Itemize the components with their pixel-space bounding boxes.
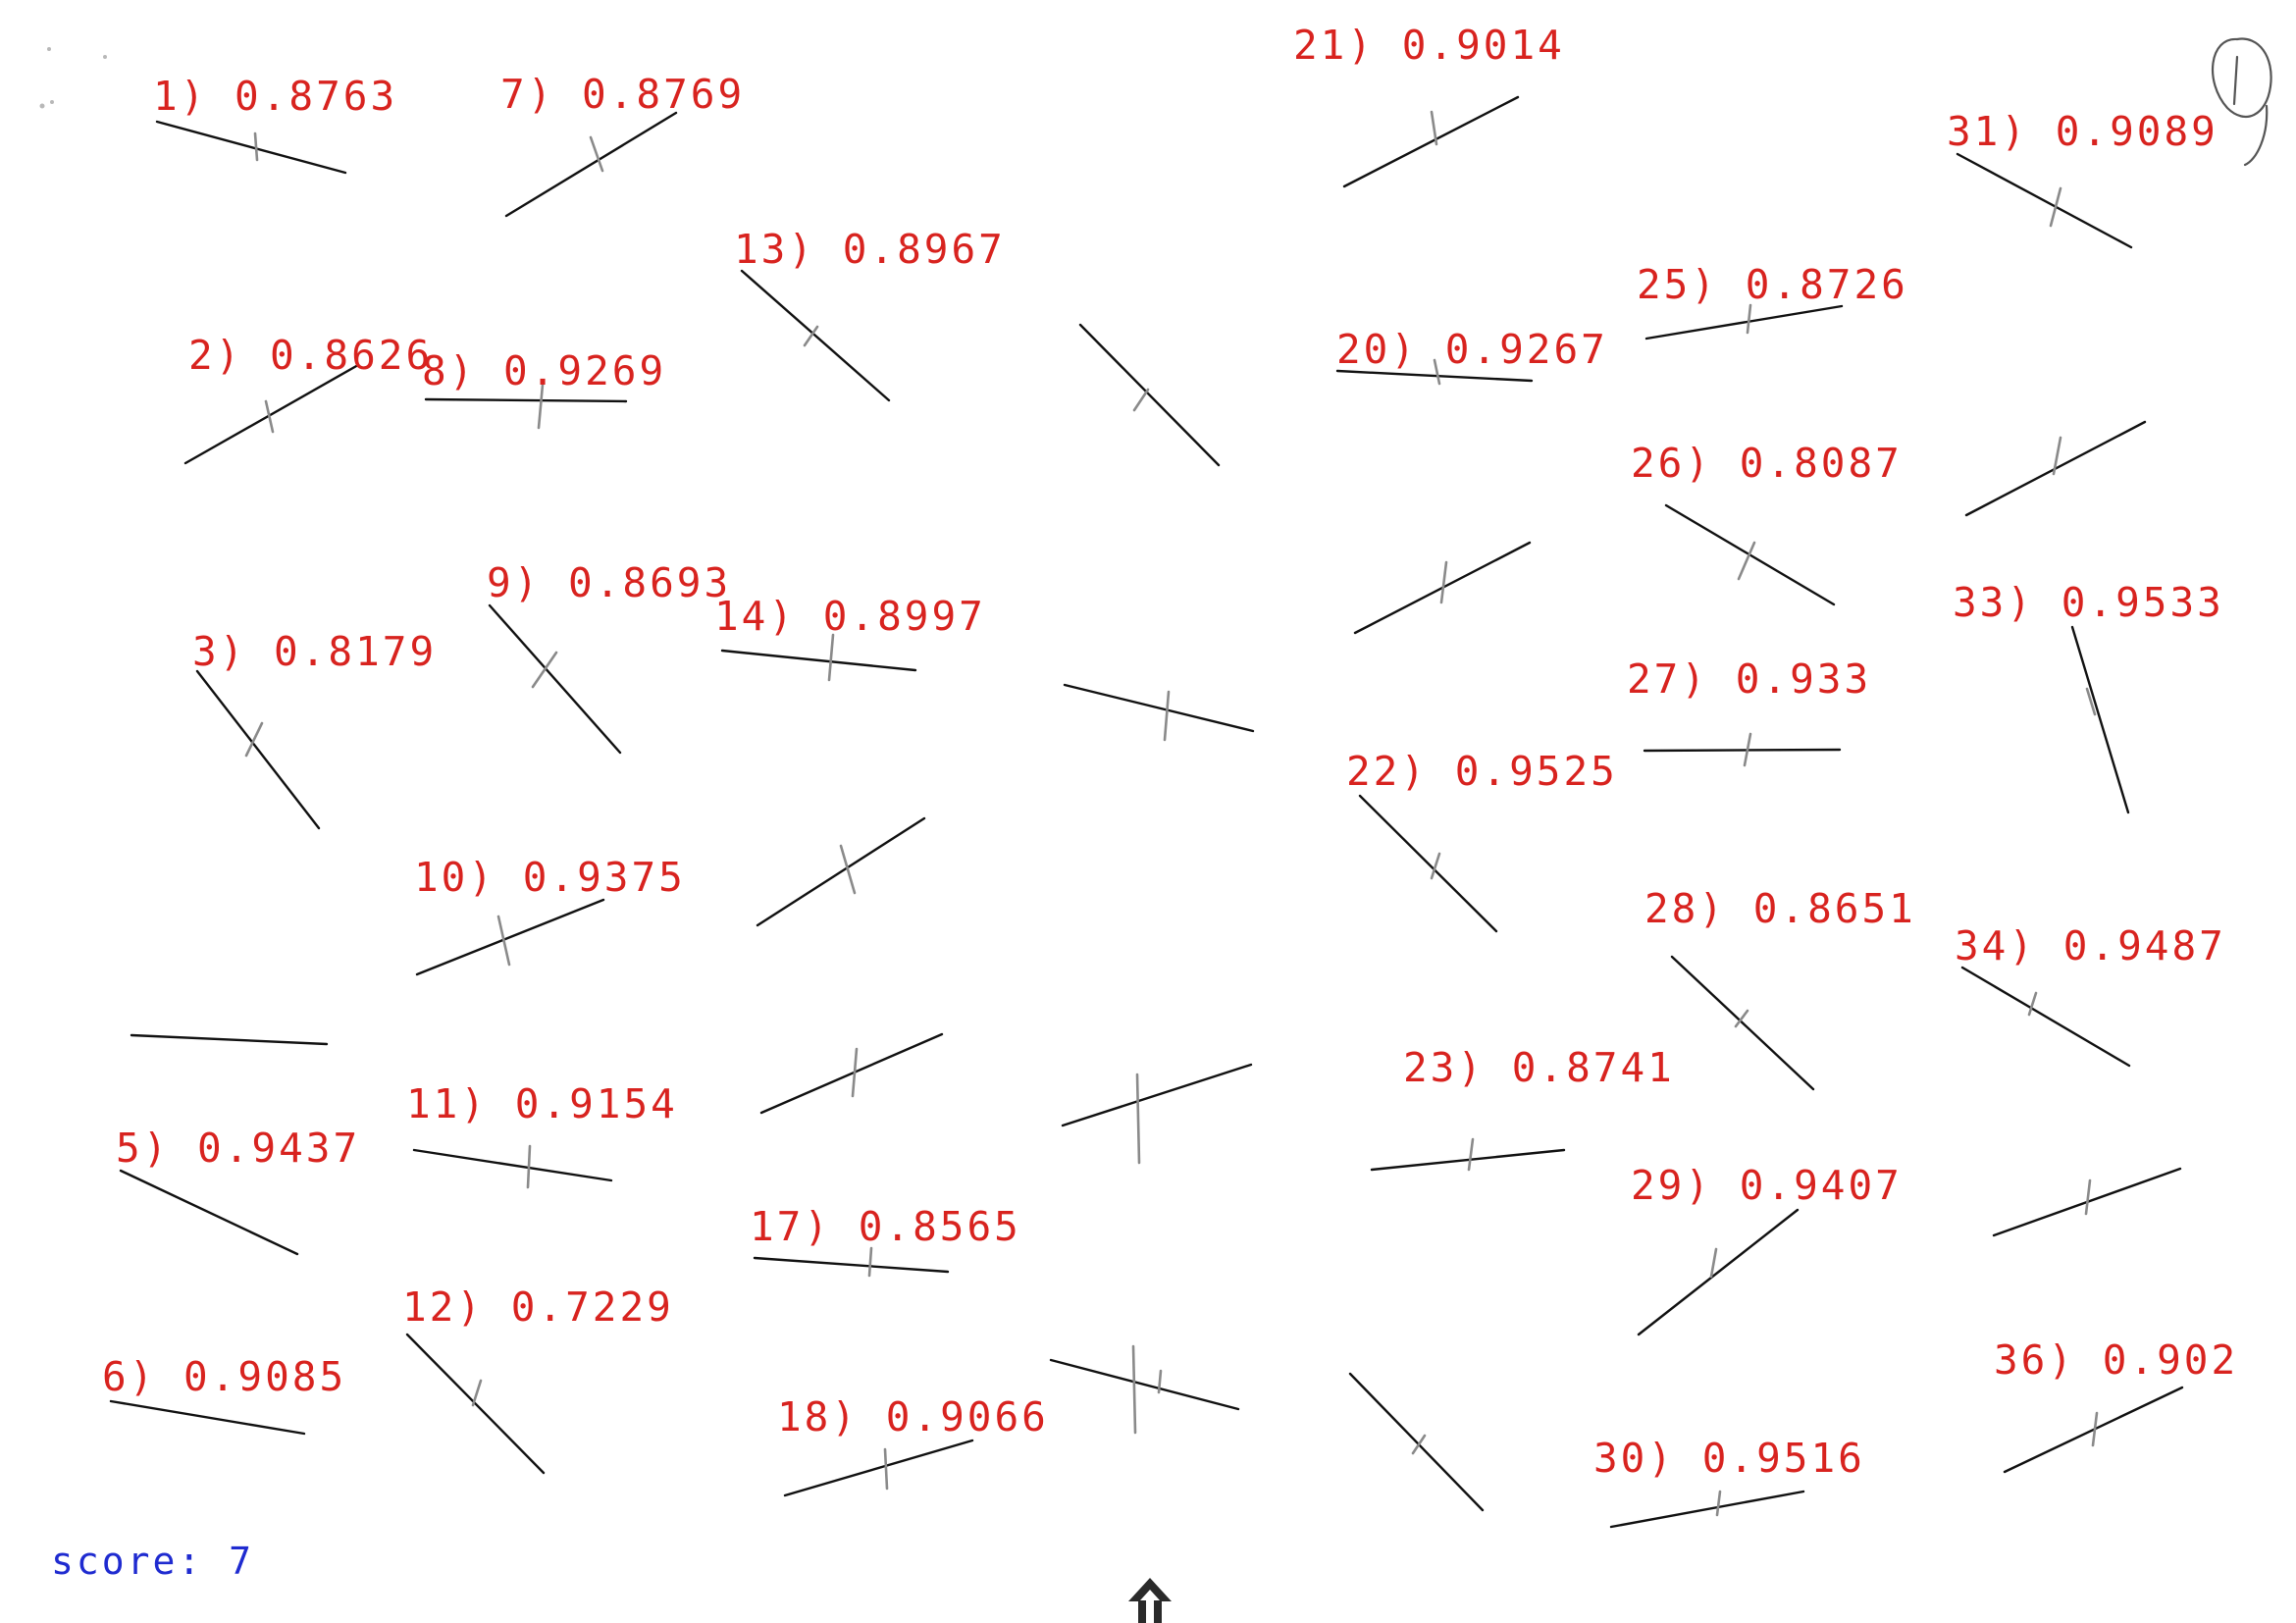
tick-12 [473, 1381, 481, 1405]
tick-30 [1717, 1492, 1720, 1515]
scan-speck [103, 55, 107, 59]
label-26: 26) 0.8087 [1631, 440, 1903, 487]
segment-19a [1080, 325, 1219, 465]
label-1: 1) 0.8763 [153, 73, 398, 120]
segment-8 [426, 399, 626, 401]
score-value: 7 [229, 1540, 255, 1583]
label-36: 36) 0.902 [1994, 1336, 2239, 1384]
segment-15 [757, 818, 924, 925]
label-11: 11) 0.9154 [406, 1080, 678, 1127]
label-20: 20) 0.9267 [1336, 326, 1608, 373]
tick-23 [1469, 1139, 1473, 1170]
tick-17 [869, 1248, 871, 1276]
segment-12 [407, 1335, 544, 1473]
tick-11 [528, 1146, 530, 1187]
segment-19e [1350, 1374, 1483, 1510]
tick-19c [1137, 1074, 1139, 1163]
segment-16 [761, 1034, 942, 1113]
segment-25 [1646, 306, 1842, 339]
tick-18 [885, 1449, 887, 1489]
label-31: 31) 0.9089 [1947, 108, 2218, 155]
segment-4 [131, 1035, 327, 1044]
label-2: 2) 0.8626 [188, 332, 434, 379]
tick-31 [2051, 188, 2061, 226]
label-33: 33) 0.9533 [1953, 579, 2224, 626]
tick-19a [1134, 390, 1148, 410]
tick-14 [829, 635, 833, 680]
segment-1 [157, 122, 345, 173]
label-21: 21) 0.9014 [1293, 22, 1565, 69]
label-5: 5) 0.9437 [116, 1125, 361, 1172]
segment-30 [1611, 1492, 1803, 1527]
segment-6 [111, 1401, 304, 1434]
label-3: 3) 0.8179 [192, 628, 438, 675]
tick-29 [1711, 1249, 1716, 1277]
tick-25 [1748, 305, 1750, 333]
label-7: 7) 0.8769 [500, 71, 746, 118]
label-28: 28) 0.8651 [1644, 885, 1916, 932]
label-18: 18) 0.9066 [777, 1393, 1049, 1440]
label-29: 29) 0.9407 [1631, 1162, 1903, 1209]
tick-7 [591, 137, 602, 171]
segment-27 [1644, 750, 1840, 751]
handwritten-page-number [2198, 27, 2276, 175]
label-27: 27) 0.933 [1627, 655, 1872, 703]
segment-11 [414, 1150, 611, 1180]
segment-7 [506, 113, 676, 216]
tick-35 [2086, 1180, 2090, 1214]
segment-21 [1344, 97, 1518, 186]
segment-23 [1372, 1150, 1564, 1170]
svg-text:1: 1 [2236, 173, 2238, 174]
label-6: 6) 0.9085 [102, 1353, 347, 1400]
tick-24 [1441, 562, 1446, 602]
segment-2 [185, 365, 358, 463]
segment-18 [785, 1440, 972, 1495]
label-14: 14) 0.8997 [714, 593, 986, 640]
label-22: 22) 0.9525 [1346, 748, 1618, 795]
segment-13 [742, 271, 889, 400]
label-30: 30) 0.9516 [1593, 1435, 1865, 1482]
arrow-up-icon [1124, 1574, 1175, 1623]
tick-19b [1165, 692, 1169, 740]
segment-36 [2005, 1387, 2182, 1472]
label-34: 34) 0.9487 [1955, 922, 2226, 969]
label-23: 23) 0.8741 [1403, 1044, 1675, 1091]
segment-34 [1962, 968, 2129, 1066]
tick-19e [1413, 1436, 1425, 1453]
segment-9 [490, 605, 620, 753]
label-25: 25) 0.8726 [1637, 261, 1908, 308]
tick-1 [255, 133, 257, 160]
segment-31 [1957, 154, 2131, 247]
segment-19b [1065, 685, 1253, 731]
score-label: score: [51, 1540, 204, 1583]
label-12: 12) 0.7229 [402, 1283, 674, 1331]
segment-19c [1063, 1065, 1251, 1126]
segment-14 [722, 651, 915, 670]
scan-speck [50, 100, 54, 104]
score-readout [51, 1540, 255, 1583]
segment-5 [121, 1171, 297, 1254]
label-8: 8) 0.9269 [422, 347, 667, 394]
segment-29 [1639, 1210, 1798, 1335]
segment-3 [197, 671, 319, 828]
segment-17 [755, 1258, 948, 1272]
tick-26 [1739, 543, 1754, 579]
segment-28 [1672, 957, 1813, 1089]
label-17: 17) 0.8565 [750, 1203, 1021, 1250]
label-13: 13) 0.8967 [734, 226, 1006, 273]
segment-22 [1360, 796, 1496, 931]
scan-speck [40, 104, 45, 109]
scan-speck [47, 47, 51, 51]
label-9: 9) 0.8693 [487, 559, 732, 606]
tick-19d [1133, 1346, 1135, 1433]
segment-33 [2072, 627, 2128, 812]
label-10: 10) 0.9375 [414, 854, 686, 901]
segment-19d [1051, 1360, 1238, 1409]
